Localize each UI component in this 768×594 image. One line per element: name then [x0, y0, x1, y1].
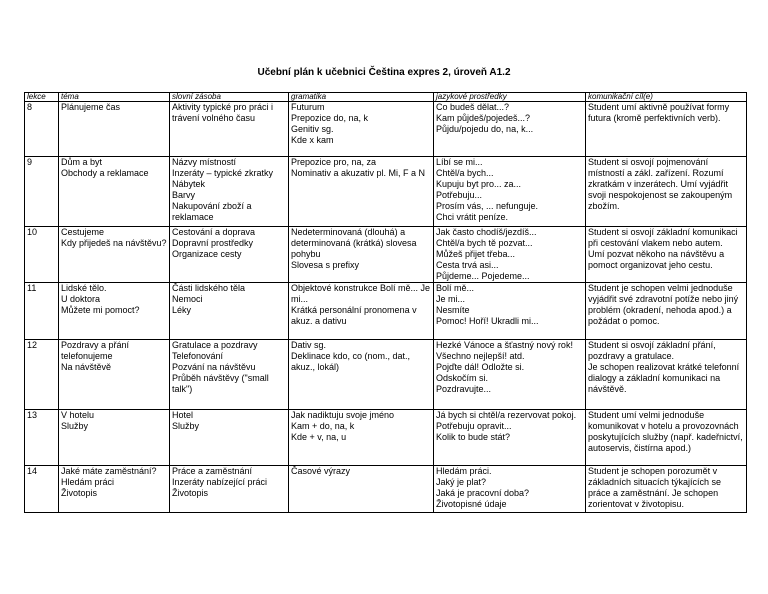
cell-lekce: 9: [25, 157, 59, 227]
cell-text-line: Inzeráty – typické zkratky: [172, 168, 274, 178]
cell-text-line: Dům a byt: [61, 157, 103, 167]
cell-text-line: Student umí velmi jednoduše komunikovat v hotelu a provozovnách poskytujících služby (např. kadeřnictví, autoservis, čistírna apod.): [588, 410, 743, 453]
cell-text-line: Jaký je plat?: [436, 477, 487, 487]
cell-text-line: Můžete mi pomoct?: [61, 305, 140, 315]
cell-text-line: Kde x kam: [291, 135, 334, 145]
cell-text-line: Je schopen realizovat krátké telefonní dialogy a základní komunikaci na návštěvě.: [588, 362, 740, 394]
cell-text-line: Na návštěvě: [61, 362, 112, 372]
column-header-gramatika: gramatika: [289, 93, 434, 102]
column-header-tema: téma: [59, 93, 170, 102]
cell-text-line: Já bych si chtěl/a rezervovat pokoj.: [436, 410, 577, 420]
cell-text-line: Prepozice do, na, k: [291, 113, 369, 123]
cell-slovni-zasoba: [170, 227, 289, 283]
cell-text-line: Gratulace a pozdravy: [172, 340, 258, 350]
cell-slovni-zasoba: [170, 102, 289, 157]
cell-text-line: Životopis: [61, 488, 98, 498]
cell-text-line: Pojďte dál! Odložte si.: [436, 362, 525, 372]
cell-text-line: Cestování a doprava: [172, 227, 256, 237]
cell-text-line: Hledám práci: [61, 477, 115, 487]
cell-text-line: Student je schopen velmi jednoduše vyjádřit své zdravotní potíže nebo jiný problém (okradení, nehoda apod.) a požádat o pomoc.: [588, 283, 739, 326]
cell-text-line: Umí pozvat někoho na návštěvu a pomoct organizovat jeho cestu.: [588, 249, 725, 270]
cell-text-line: Student si osvojí základní komunikaci při cestování vlakem nebo autem.: [588, 227, 738, 248]
cell-text-line: Student si osvojí základní přání, pozdravy a gratulace.: [588, 340, 716, 361]
cell-text-line: Prosím vás, ... nefunguje.: [436, 201, 539, 211]
cell-text-line: Plánujeme čas: [61, 102, 121, 112]
cell-text-line: Co budeš dělat...?: [436, 102, 510, 112]
cell-text-line: Objektové konstrukce Bolí mě... Je mi...: [291, 283, 431, 304]
cell-text-line: Časové výrazy: [291, 466, 351, 476]
table-row: [25, 157, 747, 227]
cell-komunikacni-cile: [586, 466, 747, 513]
cell-text-line: Pozdravujte...: [436, 384, 492, 394]
cell-slovni-zasoba: [170, 466, 289, 513]
cell-komunikacni-cile: [586, 410, 747, 466]
cell-tema: [59, 102, 170, 157]
cell-text-line: telefonujeme: [61, 351, 113, 361]
cell-text-line: Pozvání na návštěvu: [172, 362, 256, 372]
cell-text-line: Všechno nejlepší! atd.: [436, 351, 525, 361]
cell-text-line: Chci vrátit peníze.: [436, 212, 509, 222]
cell-text-line: Deklinace kdo, co (nom., dat., akuz., lokál): [291, 351, 411, 372]
cell-text-line: Nesmíte: [436, 305, 470, 315]
cell-text-line: Bolí mě...: [436, 283, 475, 293]
table-row: [25, 340, 747, 410]
cell-jazykove-prostredky: [434, 466, 586, 513]
cell-text-line: Barvy: [172, 190, 196, 200]
cell-lekce: 12: [25, 340, 59, 410]
cell-text-line: Jaká je pracovní doba?: [436, 488, 530, 498]
cell-jazykove-prostredky: [434, 102, 586, 157]
cell-text-line: Části lidského těla: [172, 283, 246, 293]
cell-text-line: Aktivity typické pro práci i trávení volného času: [172, 102, 274, 123]
cell-text-line: Můžeš přijet třeba...: [436, 249, 516, 259]
cell-text-line: Kam + do, na, k: [291, 421, 355, 431]
cell-text-line: V hotelu: [61, 410, 95, 420]
cell-text-line: Kdy přijedeš na návštěvu?: [61, 238, 167, 248]
cell-tema: [59, 283, 170, 340]
cell-komunikacni-cile: [586, 227, 747, 283]
cell-komunikacni-cile: [586, 102, 747, 157]
cell-text-line: Nedeterminovaná (dlouhá) a determinovaná (krátká) slovesa pohybu: [291, 227, 417, 259]
cell-text-line: Krátká personální pronomena v akuz. a dativu: [291, 305, 417, 326]
cell-text-line: Dopravní prostředky: [172, 238, 254, 248]
cell-text-line: Kupuju byt pro... za...: [436, 179, 522, 189]
table-row: [25, 227, 747, 283]
cell-slovni-zasoba: [170, 283, 289, 340]
cell-text-line: Jak nadiktuju svoje jméno: [291, 410, 395, 420]
cell-text-line: Potřebuju opravit...: [436, 421, 512, 431]
cell-text-line: U doktora: [61, 294, 101, 304]
cell-text-line: Nemoci: [172, 294, 203, 304]
cell-text-line: Hezké Vánoce a šťastný nový rok!: [436, 340, 573, 350]
cell-text-line: Telefonování: [172, 351, 224, 361]
column-header-jazykove-prostredky: jazykové prostředky: [434, 93, 586, 102]
cell-gramatika: [289, 340, 434, 410]
document-title: Učební plán k učebnici Čeština expres 2, úroveň A1.2: [257, 67, 511, 78]
cell-text-line: Je mi...: [436, 294, 466, 304]
cell-text-line: Dativ sg.: [291, 340, 327, 350]
cell-tema: [59, 340, 170, 410]
cell-text-line: Jak často chodíš/jezdíš...: [436, 227, 537, 237]
table-row: [25, 283, 747, 340]
cell-text-line: Odskočím si.: [436, 373, 489, 383]
column-header-lekce: lekce: [25, 93, 59, 102]
cell-gramatika: [289, 157, 434, 227]
cell-tema: [59, 157, 170, 227]
cell-text-line: Cestujeme: [61, 227, 105, 237]
cell-text-line: Lidské tělo.: [61, 283, 107, 293]
cell-text-line: Nábytek: [172, 179, 206, 189]
cell-komunikacni-cile: [586, 157, 747, 227]
cell-jazykove-prostredky: [434, 340, 586, 410]
cell-text-line: Životopis: [172, 488, 209, 498]
cell-text-line: Pomoc! Hoří! Ukradli mi...: [436, 316, 539, 326]
cell-lekce: 8: [25, 102, 59, 157]
cell-text-line: Chtěl/a bych...: [436, 168, 494, 178]
cell-text-line: Práce a zaměstnání: [172, 466, 253, 476]
cell-text-line: Nakupování zboží a reklamace: [172, 201, 252, 222]
cell-text-line: Půjdeme... Pojedeme...: [436, 271, 530, 281]
cell-text-line: Léky: [172, 305, 192, 315]
cell-text-line: Průběh návštěvy ("small talk"): [172, 373, 269, 394]
table-row: [25, 410, 747, 466]
cell-text-line: Student si osvojí pojmenování místností a zákl. zařízení. Rozumí zkratkám v inzerátech. Umí vyjádřit svoji nespokojenost se zakoupeným zbožím.: [588, 157, 733, 211]
cell-lekce: 13: [25, 410, 59, 466]
cell-jazykove-prostredky: [434, 157, 586, 227]
cell-text-line: Student je schopen porozumět v základních situacích týkajících se práce a zaměstnání. Je schopen zorientovat v životopisu.: [588, 466, 722, 509]
cell-text-line: Cesta trvá asi...: [436, 260, 499, 270]
cell-text-line: Jaké máte zaměstnání?: [61, 466, 157, 476]
cell-komunikacni-cile: [586, 283, 747, 340]
cell-tema: [59, 466, 170, 513]
cell-lekce: 14: [25, 466, 59, 513]
cell-text-line: Služby: [61, 421, 89, 431]
cell-text-line: Kolik to bude stát?: [436, 432, 511, 442]
cell-gramatika: [289, 102, 434, 157]
cell-text-line: Půjdu/pojedu do, na, k...: [436, 124, 534, 134]
curriculum-table: [24, 92, 747, 513]
cell-slovni-zasoba: [170, 340, 289, 410]
cell-gramatika: [289, 466, 434, 513]
cell-lekce: 10: [25, 227, 59, 283]
cell-slovni-zasoba: [170, 157, 289, 227]
cell-gramatika: [289, 410, 434, 466]
column-header-komunikacni-cile: komunikační cíl(e): [586, 93, 747, 102]
cell-text-line: Kde + v, na, u: [291, 432, 347, 442]
cell-text-line: Hotel: [172, 410, 194, 420]
cell-text-line: Student umí aktivně používat formy futura (kromě perfektivních verb).: [588, 102, 730, 123]
cell-text-line: Futurum: [291, 102, 325, 112]
cell-gramatika: [289, 227, 434, 283]
table-header-row: [25, 93, 747, 102]
cell-text-line: Slovesa s prefixy: [291, 260, 360, 270]
cell-text-line: Nominativ a akuzativ pl. Mi, F a N: [291, 168, 426, 178]
cell-text-line: Služby: [172, 421, 200, 431]
table-body: [25, 102, 747, 513]
cell-text-line: Pozdravy a přání: [61, 340, 130, 350]
cell-text-line: Potřebuju...: [436, 190, 483, 200]
cell-text-line: Genitiv sg.: [291, 124, 334, 134]
cell-jazykove-prostredky: [434, 227, 586, 283]
cell-text-line: Inzeráty nabízející práci: [172, 477, 268, 487]
table-row: [25, 102, 747, 157]
cell-text-line: Obchody a reklamace: [61, 168, 149, 178]
cell-jazykove-prostredky: [434, 410, 586, 466]
cell-text-line: Názvy místností: [172, 157, 237, 167]
table-row: [25, 466, 747, 513]
cell-lekce: 11: [25, 283, 59, 340]
cell-text-line: Hledám práci.: [436, 466, 492, 476]
cell-text-line: Prepozice pro, na, za: [291, 157, 377, 167]
cell-text-line: Kam půjdeš/pojedeš...?: [436, 113, 531, 123]
cell-text-line: Chtěl/a bych tě pozvat...: [436, 238, 533, 248]
cell-slovni-zasoba: [170, 410, 289, 466]
cell-tema: [59, 410, 170, 466]
cell-text-line: Organizace cesty: [172, 249, 242, 259]
cell-jazykove-prostredky: [434, 283, 586, 340]
cell-text-line: Životopisné údaje: [436, 499, 507, 509]
column-header-slovni-zasoba: slovní zásoba: [170, 93, 289, 102]
cell-tema: [59, 227, 170, 283]
cell-gramatika: [289, 283, 434, 340]
cell-komunikacni-cile: [586, 340, 747, 410]
cell-text-line: Líbí se mi...: [436, 157, 483, 167]
